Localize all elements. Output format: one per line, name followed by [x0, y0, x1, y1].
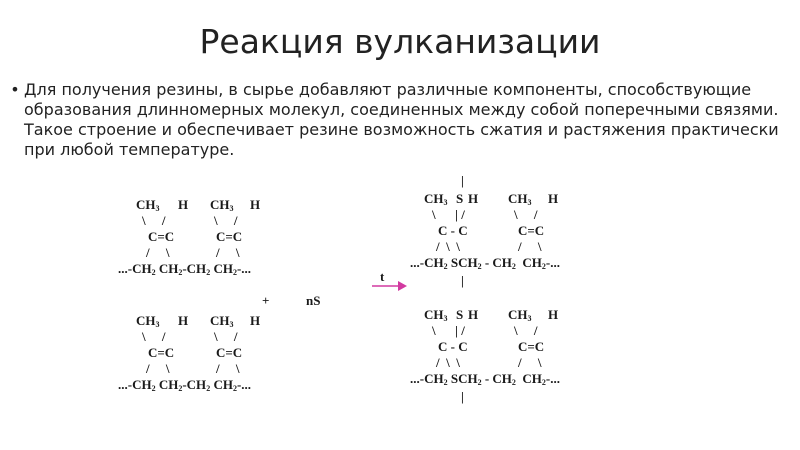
s-label: S — [456, 191, 464, 206]
bond-line: \ / — [214, 329, 238, 344]
polymer-chain: $...-CH_2$ $CH_2-CH_2$ $CH_2-$... — [118, 261, 252, 277]
bullet-icon: • — [10, 80, 20, 99]
ch3-label: $CH_3$ — [136, 313, 160, 329]
ch3-label: $CH_3$ — [424, 307, 448, 323]
polymer-chain: $...-CH_2$ $SCH_2 - CH_2$ $CH_2-$... — [410, 371, 561, 387]
single-bond-group: C - C — [438, 339, 468, 354]
double-bond-group: C=C — [148, 229, 175, 244]
h-label: H — [468, 191, 479, 206]
ch3-label: $CH_3$ — [210, 313, 234, 329]
bond-line: \ / — [142, 213, 166, 228]
bond-line: / \ — [146, 361, 170, 376]
h-label: H — [250, 313, 261, 328]
crosslink-bar: | — [461, 173, 464, 188]
double-bond-group: C=C — [148, 345, 175, 360]
double-bond-group: C=C — [518, 223, 545, 238]
crosslink-bar: | — [461, 273, 464, 288]
bond-line: / \ — [146, 245, 170, 260]
reaction-arrow — [372, 280, 408, 292]
h-label: H — [468, 307, 479, 322]
bond-line: / \ — [518, 355, 542, 370]
bond-line: \ | / — [432, 207, 465, 222]
bond-line: / \ — [216, 245, 240, 260]
bond-line: / \ — [216, 361, 240, 376]
double-bond-group: C=C — [216, 229, 243, 244]
bond-line: \ / — [142, 329, 166, 344]
bond-line: \ / — [514, 323, 538, 338]
bond-line: / \ \ — [436, 355, 460, 370]
slide-title: Реакция вулканизации — [199, 22, 601, 61]
bullet-text: Для получения резины, в сырье добавляют различные компоненты, способствующие образования длинномерных молекул, соединенных между собой поперечными связями. Такое строение и обеспечивает резине возможность сжатия и растяжения практически при любой температуре. — [24, 80, 779, 159]
h-label: H — [250, 197, 261, 212]
bond-line: \ | / — [432, 323, 465, 338]
crosslink-bar: | — [461, 389, 464, 404]
polymer-chain: $...-CH_2$ $CH_2-CH_2$ $CH_2-$... — [118, 377, 252, 393]
vulcanization-reaction-scheme — [0, 170, 800, 450]
ch3-label: $CH_3$ — [508, 191, 532, 207]
bullet-paragraph — [8, 80, 798, 160]
plus-sign: + — [262, 293, 270, 308]
h-label: H — [178, 197, 189, 212]
ch3-label: $CH_3$ — [136, 197, 160, 213]
double-bond-group: C=C — [518, 339, 545, 354]
ch3-label: $CH_3$ — [210, 197, 234, 213]
bond-line: \ / — [214, 213, 238, 228]
h-label: H — [548, 191, 559, 206]
polymer-chain: $...-CH_2$ $SCH_2 - CH_2$ $CH_2-$... — [410, 255, 561, 271]
condition-t: t — [380, 269, 385, 284]
h-label: H — [178, 313, 189, 328]
bond-line: \ / — [514, 207, 538, 222]
sulfur-reagent: nS — [306, 293, 321, 308]
single-bond-group: C - C — [438, 223, 468, 238]
bond-line: / \ — [518, 239, 542, 254]
h-label: H — [548, 307, 559, 322]
double-bond-group: C=C — [216, 345, 243, 360]
s-label: S — [456, 307, 464, 322]
ch3-label: $CH_3$ — [508, 307, 532, 323]
ch3-label: $CH_3$ — [424, 191, 448, 207]
bond-line: / \ \ — [436, 239, 460, 254]
